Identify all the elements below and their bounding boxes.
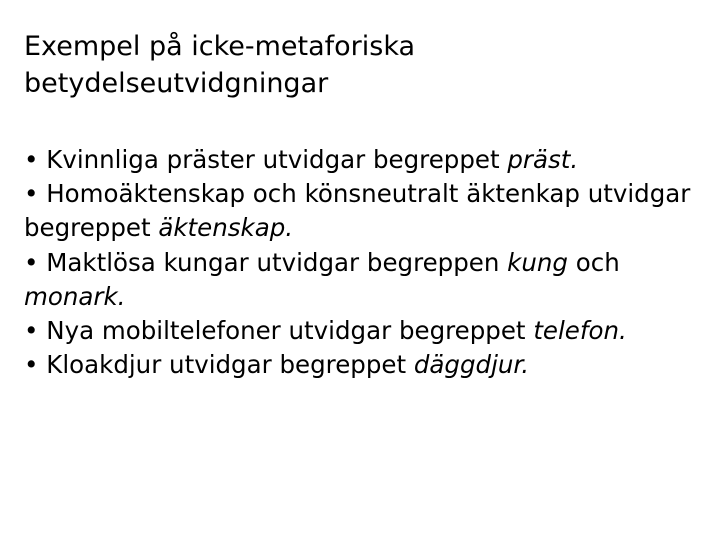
bullet-icon: •	[24, 316, 39, 346]
item-term: telefon.	[533, 316, 627, 346]
list-item	[24, 143, 714, 177]
item-term: kung	[507, 247, 568, 277]
bullet-icon: •	[24, 179, 39, 209]
item-term: däggdjur.	[413, 350, 530, 380]
item-text: Kvinnliga präster utvidgar begreppet	[46, 145, 508, 174]
bullet-icon: •	[24, 247, 39, 277]
item-text: Nya mobiltelefoner utvidgar begreppet	[46, 316, 534, 346]
item-term-second: monark.	[24, 281, 126, 311]
item-text-middle: och	[567, 247, 620, 277]
item-text: Maktlösa kungar utvidgar begreppen	[46, 247, 508, 277]
slide-title: Exempel på icke-metaforiska betydelseutvidgningar	[24, 31, 416, 99]
list-item	[24, 177, 714, 245]
item-text: Homoäktenskap och könsneutralt äktenkap utvidgar begreppet	[24, 179, 691, 243]
bullet-icon: •	[24, 145, 39, 174]
list-item	[24, 314, 714, 348]
bullet-icon: •	[24, 350, 39, 380]
item-text: Kloakdjur utvidgar begreppet	[46, 350, 414, 380]
list-item	[24, 348, 714, 382]
item-term: äktenskap.	[158, 213, 294, 243]
item-term: präst.	[507, 145, 579, 174]
list-item	[24, 246, 714, 314]
bullet-list	[24, 143, 714, 382]
